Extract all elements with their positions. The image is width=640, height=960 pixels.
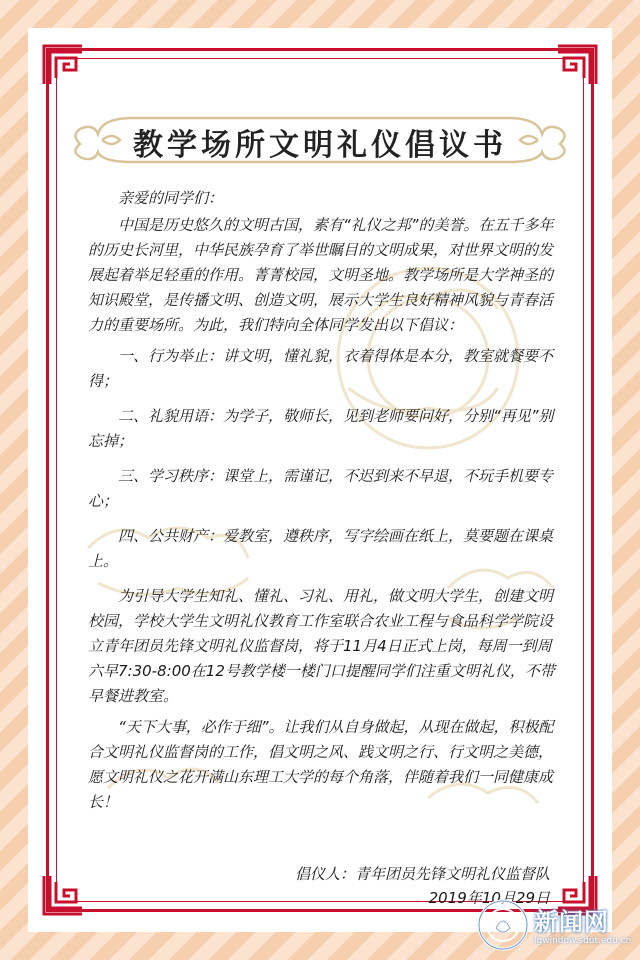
greeting: 亲爱的同学们： <box>118 189 224 207</box>
document-title: 教学场所文明礼仪倡议书 <box>133 128 507 163</box>
university-seal-icon <box>476 898 530 952</box>
proposal-item-1: 一、行为举止：讲文明，懂礼貌，衣着得体是本分，教室就餐要不得； <box>88 347 554 390</box>
corner-ornament-icon <box>40 42 86 88</box>
watermark-brand: 新闻网 <box>534 908 609 936</box>
proposal-item-3: 三、学习秩序：课堂上，需谨记，不迟到来不早退，不玩手机要专心； <box>88 467 554 510</box>
corner-ornament-icon <box>554 42 600 88</box>
activity-paragraph: 为引导大学生知礼、懂礼、习礼、用礼，做文明大学生，创建文明校园，学校大学生文明礼仪教育工作室联合农业工程与食品科学学院设立青年团员先锋文明礼仪监督岗，将于11月4日正式上岗，每周一到周六早7:30-8:00在12号教学楼一楼门口提醒同学们注重文明礼仪，不带早餐进教室。 <box>88 587 555 705</box>
news-site-watermark <box>476 898 636 958</box>
date-line: 2019年10月29日 <box>428 889 550 907</box>
document-paper <box>28 28 612 932</box>
initiator-line: 倡仪人：青年团员先锋文明礼仪监督队 <box>294 865 550 883</box>
proposal-item-2: 二、礼貌用语：为学子，敬师长，见到老师要问好，分别“再见”别忘掉； <box>88 407 554 450</box>
document-body <box>88 186 558 821</box>
corner-ornament-icon <box>40 872 86 918</box>
closing-paragraph: “天下大事，必作于细”。让我们从自身做起，从现在做起，积极配合文明礼仪监督岗的工作，倡文明之风、践文明之行、行文明之美德，愿文明礼仪之花开满山东理工大学的每个角落，伴随着我们一同健康成长！ <box>88 718 554 811</box>
watermark-url: lgwindow.sdut.edu.cn <box>534 936 632 946</box>
proposal-item-4: 四、公共财产：爱教室，遵秩序，写字绘画在纸上，莫要题在课桌上。 <box>88 527 554 570</box>
intro-paragraph: 中国是历史悠久的文明古国，素有“礼仪之邦”的美誉。在五千多年的历史长河里，中华民族孕育了举世瞩目的文明成果，对世界文明的发展起着举足轻重的作用。菁菁校园，文明圣地。教学场所是大学神圣的知识殿堂，是传播文明、创造文明，展示大学生良好精神风貌与青春活力的重要场所。为此，我们特向全体同学发出以下倡议： <box>88 216 554 334</box>
title-banner <box>72 110 568 170</box>
